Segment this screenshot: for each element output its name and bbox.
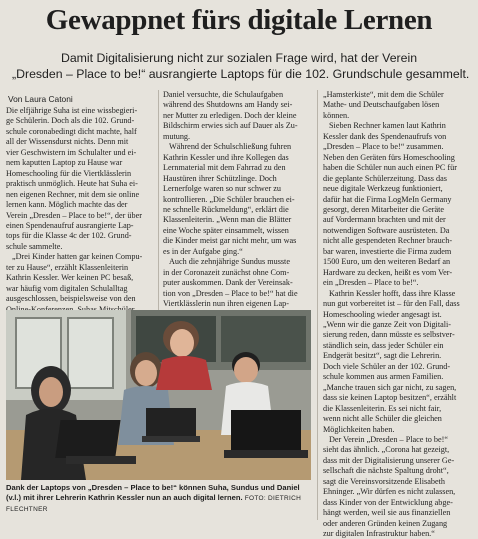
article-line: während des Shutdowns am Handy sei-: [163, 100, 293, 110]
article-line: „Dresden – Place to be!“ zusammen.: [323, 142, 444, 152]
article-line: tops für die Klasse 4c der 102. Grund-: [6, 231, 132, 241]
article-line: dass Kinder von der Entwicklung abge-: [323, 497, 453, 507]
article-line: zur digitalen Infrastruktur haben.“: [323, 529, 435, 539]
article-line: Möglichkeiten haben.: [323, 424, 395, 434]
photo-caption: [6, 483, 311, 515]
article-line: schule coronabedingt dicht machte, half: [6, 126, 137, 136]
article-line: „Wenn wir die ganze Zeit von Digitali-: [323, 319, 452, 329]
article-line: dass mit der Digitalisierung unserer Ge-: [323, 455, 455, 465]
article-column-3: [323, 90, 471, 539]
article-line: haben die Schüler nun auch einen PC für: [323, 163, 457, 173]
article-line: Klassenleiterin. „Wenn man die Blätter: [163, 215, 292, 225]
article-paragraph: [323, 435, 471, 539]
article-line: eine Woche später einsammelt, wissen: [163, 225, 289, 235]
article-line: nicht alle gespendeten Rechner brauch-: [323, 236, 453, 246]
article-line: Bildschirm erwies sich auf Dauer als Zu-: [163, 121, 298, 131]
article-line: hängt werden, weil sie aus finanziellen: [323, 508, 451, 518]
article-line: vier Geschwistern im Schulalter und ei-: [6, 147, 137, 157]
article-line: Sieben Rechner kamen laut Kathrin: [329, 121, 446, 131]
article-line: es in der Aufgabe ging.“: [163, 246, 243, 256]
article-line: „Manche trauen sich gar nicht, zu sagen,: [323, 382, 457, 392]
article-line: neue digitale Werkzeug funktioniert,: [323, 184, 443, 194]
column-divider: [317, 90, 318, 520]
article-line: mutung.: [163, 131, 191, 141]
article-paragraph: [6, 252, 154, 315]
article-paragraph: [323, 90, 471, 121]
article-line: kontrollieren. „Die Schüler brauchen ei-: [163, 194, 295, 204]
article-line: sellschaft die nächste Spaltung droht“,: [323, 466, 449, 476]
article-line: Ehninger. „Wir dürfen es nicht zulassen,: [323, 487, 456, 497]
article-line: ständlich sein, dass jeder Schüler ein: [323, 340, 444, 350]
article-line: sieht das ähnlich. „Corona hat gezeigt,: [323, 445, 450, 455]
article-line: all der Wissensdurst nichts. Denn mit: [6, 137, 129, 147]
article-line: notwendigen Software ausrüsteten. Da: [323, 225, 450, 235]
article-line: Kessler dank des Spendenaufrufs von: [323, 131, 447, 141]
caption-text: Dank der Laptops von „Dresden – Place to be!“ können Suha, Sundus und Daniel (v.l.) mit ihrer Lehrerin Kathrin Kessler nun an auch digital lernen.: [6, 483, 300, 502]
article-line: dass sie keinen Laptop besitzen“, erzählt: [323, 393, 457, 403]
article-paragraph: [163, 142, 311, 257]
article-line: Haustüren ihrer Schützlinge. Doch: [163, 173, 277, 183]
article-paragraph: [323, 121, 471, 288]
headline: Gewappnet fürs digitale Lernen: [45, 4, 433, 36]
article-line: die Kinder meist gar nicht mehr, um was: [163, 236, 297, 246]
article-line: schule sammelte.: [6, 241, 63, 251]
subheadline: [12, 50, 470, 82]
article-line: in der Coronazeit zunächst ohne Com-: [163, 267, 290, 277]
article-line: ne schnelle Rückmeldung“, erklärt die: [163, 204, 289, 214]
article-line: Kathrin Kessler hofft, dass ihre Klasse: [329, 288, 456, 298]
article-line: wenn nicht alle Schüler die gleichen: [323, 414, 442, 424]
article-line: Kathrin Kessler und ihre Kollegen das: [163, 152, 289, 162]
photo-credit: FOTO: DIETRICH FLECHTNER: [6, 495, 302, 513]
article-line: sierung reden, dann müsste es selbstver-: [323, 330, 455, 340]
article-line: bar waren, investierte die Firma zudem: [323, 246, 452, 256]
article-line: Die elfjährige Suha ist eine wissbegieri-: [6, 106, 138, 115]
article-line: Kathrin Kessler. Wer keinen PC besaß,: [6, 273, 134, 283]
article-line: ausgeschlossen, beispielsweise von den: [6, 294, 136, 304]
article-line: Lernerfolge waren so nur schwer zu: [163, 184, 281, 194]
article-line: tion von „Dresden – Place to be!“ hat die: [163, 288, 298, 298]
article-line: Verein „Dresden – Place to be!“, der über: [6, 210, 142, 220]
article-line: ge Schülerin. Doch als die 102. Grund-: [6, 116, 135, 126]
article-line: ner Mutter zu erledigen. Doch der kleine: [163, 110, 297, 120]
article-line: lernen kann. Möglich machte das der: [6, 200, 128, 210]
article-line: Während der Schulschließung fuhren: [169, 142, 292, 152]
article-line: „Hamsterkiste“, mit dem die Schüler: [323, 90, 444, 99]
article-line: Viertklässlerin nun ihren eigenen Lap-: [163, 299, 289, 309]
subheadline-line: Damit Digitalisierung nicht zur sozialen Frage wird, hat der Verein: [60, 51, 418, 65]
article-line: sagt die Vereinsvorsitzende Elisabeth: [323, 476, 445, 486]
subheadline-line: „Dresden – Place to be!“ ausrangierte Laptops für die 102. Grundschule gesammelt.: [12, 67, 470, 81]
article-line: einen Spendenaufruf ausrangierte Lap-: [6, 220, 134, 230]
article-photo: [6, 310, 311, 480]
article-line: nem kaputten Laptop zu Hause war: [6, 158, 123, 168]
article-line: können.: [323, 110, 350, 120]
article-line: Daniel versuchte, die Schulaufgaben: [163, 90, 284, 99]
article-line: Neben den Geräten fürs Homeschooling: [323, 152, 455, 162]
article-line: puter auskommen. Dank der Vereinsak-: [163, 278, 293, 288]
article-line: „Drei Kinder hatten gar keinen Compu-: [12, 252, 143, 262]
article-column-1: [6, 106, 154, 315]
article-line: die geplante Schülerzeitung. Dass das: [323, 173, 447, 183]
article-line: war häufig vom digitalen Schulalltag: [6, 283, 128, 293]
article-line: Doch viele Schüler an der 102. Grund-: [323, 361, 451, 371]
article-line: ter zu Hause“, erzählt Klassenleiterin: [6, 262, 129, 272]
article-line: Auch die zehnjährige Sundus musste: [169, 257, 290, 267]
article-paragraph: [6, 106, 154, 252]
article-line: Homeschooling für die Viertklässlerin: [6, 168, 132, 178]
article-line: Lernmaterial mit dem Fahrrad zu den: [163, 163, 286, 173]
article-line: oder anderen Gründen keinen Zugang: [323, 518, 448, 528]
article-line: ein „Dresden – Place to be!“.: [323, 278, 419, 288]
article-paragraph: [323, 289, 471, 435]
article-line: dafür hat die Firma LogMeIn Germany: [323, 194, 452, 204]
article-paragraph: [163, 90, 311, 142]
article-line: 1500 Euro, um den weiteren Bedarf an: [323, 257, 451, 267]
article-line: Hardware zu decken, heißt es vom Ver-: [323, 267, 453, 277]
article-line: die Klassenleiterin. Es sei nicht fair,: [323, 403, 442, 413]
article-line: schule kommen aus armen Familien.: [323, 372, 444, 382]
article-line: praktisch unmöglich. Heute hat Suha ei-: [6, 179, 138, 189]
article-line: auf Vordermann brachten und mit der: [323, 215, 446, 225]
article-line: nun gut vorbereitet ist – für den Fall, dass: [323, 299, 460, 309]
article-line: Der Verein „Dresden – Place to be!“: [329, 434, 448, 444]
article-line: Homeschooling wieder angesagt ist.: [323, 309, 442, 319]
column-divider: [158, 90, 159, 310]
article-line: nen eigenen Rechner, mit dem sie online: [6, 189, 140, 199]
article-column-2: [163, 90, 311, 320]
article-line: Mathe- und Deutschaufgaben lösen: [323, 100, 440, 110]
article-line: Endgerät besitzt“, sagt die Lehrerin.: [323, 351, 442, 361]
article-line: gesorgt, deren Mitarbeiter die Geräte: [323, 204, 445, 214]
byline: Von Laura Catoni: [8, 94, 73, 104]
